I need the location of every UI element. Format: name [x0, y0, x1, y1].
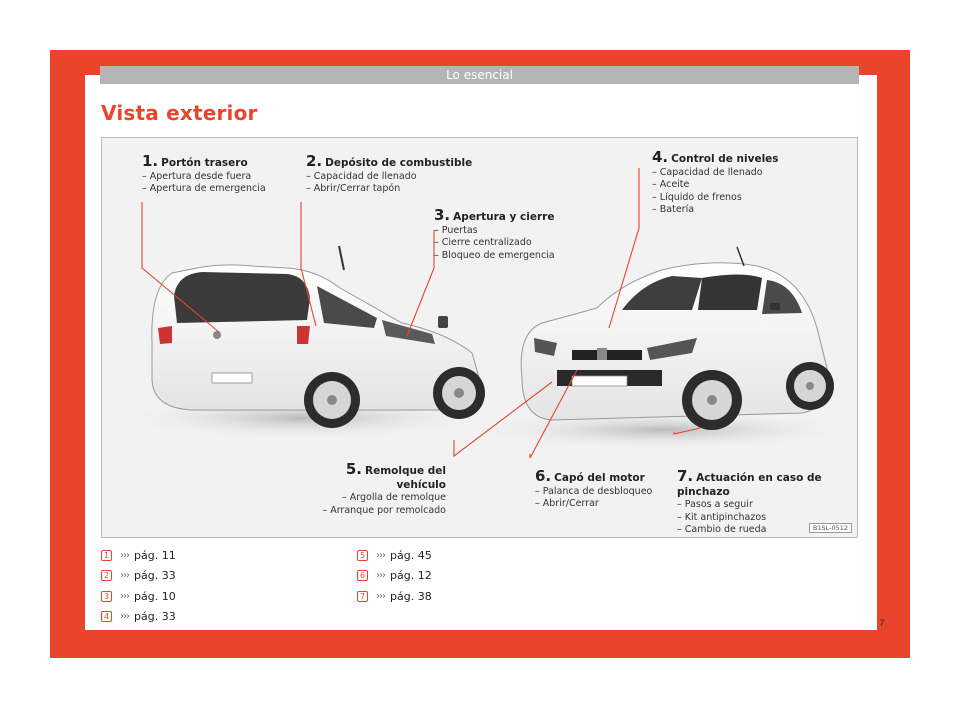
reference-badge: 5	[357, 550, 368, 561]
reference-badge: 6	[357, 570, 368, 581]
callout-1: 1. Portón trasero – Apertura desde fuera – Apertura de emergencia	[142, 152, 266, 195]
reference-text: pág. 12	[390, 569, 432, 583]
callout-7: 7. Actuación en caso de pinchazo – Pasos a seguir – Kit antipinchazos – Cambio de rueda	[677, 467, 822, 536]
reference-badge: 4	[101, 611, 112, 622]
page-title: Vista exterior	[101, 101, 258, 125]
car-exterior-figure	[101, 137, 858, 538]
callout-6: 6. Capó del motor – Palanca de desbloqueo – Abrir/Cerrar	[535, 467, 653, 510]
link-arrow-icon: ›››	[376, 590, 385, 602]
link-arrow-icon: ›››	[120, 549, 129, 561]
reference-item[interactable]	[101, 607, 176, 628]
reference-item[interactable]	[357, 566, 432, 587]
link-arrow-icon: ›››	[376, 570, 385, 582]
reference-text: pág. 33	[134, 569, 176, 583]
rear-car	[152, 246, 485, 428]
reference-text: pág. 38	[390, 589, 432, 603]
reference-badge: 2	[101, 570, 112, 581]
reference-item[interactable]	[101, 566, 176, 587]
link-arrow-icon: ›››	[120, 570, 129, 582]
callout-3: 3. Apertura y cierre – Puertas – Cierre centralizado – Bloqueo de emergencia	[434, 206, 555, 261]
reference-badge: 1	[101, 550, 112, 561]
reference-badge: 3	[101, 591, 112, 602]
link-arrow-icon: ›››	[120, 611, 129, 623]
reference-item[interactable]	[101, 545, 176, 566]
page-number: 7	[879, 619, 885, 629]
callout-4: 4. Control de niveles – Capacidad de llenado – Aceite – Líquido de frenos – Batería	[652, 148, 779, 216]
figure-code: B1SL-0512	[809, 523, 852, 533]
references-left	[101, 545, 176, 627]
link-arrow-icon: ›››	[120, 590, 129, 602]
link-arrow-icon: ›››	[376, 549, 385, 561]
callout-5: 5. Remolque del vehículo – Argolla de remolque – Arranque por remolcado	[322, 460, 446, 516]
reference-text: pág. 45	[390, 548, 432, 562]
section-header: Lo esencial	[100, 66, 859, 84]
references-right	[357, 545, 432, 607]
reference-badge: 7	[357, 591, 368, 602]
front-car	[521, 247, 834, 430]
callout-2: 2. Depósito de combustible – Capacidad de llenado – Abrir/Cerrar tapón	[306, 152, 473, 195]
reference-item[interactable]	[357, 545, 432, 566]
reference-item[interactable]	[101, 586, 176, 607]
reference-text: pág. 10	[134, 589, 176, 603]
reference-text: pág. 11	[134, 548, 176, 562]
reference-text: pág. 33	[134, 610, 176, 624]
reference-item[interactable]	[357, 586, 432, 607]
